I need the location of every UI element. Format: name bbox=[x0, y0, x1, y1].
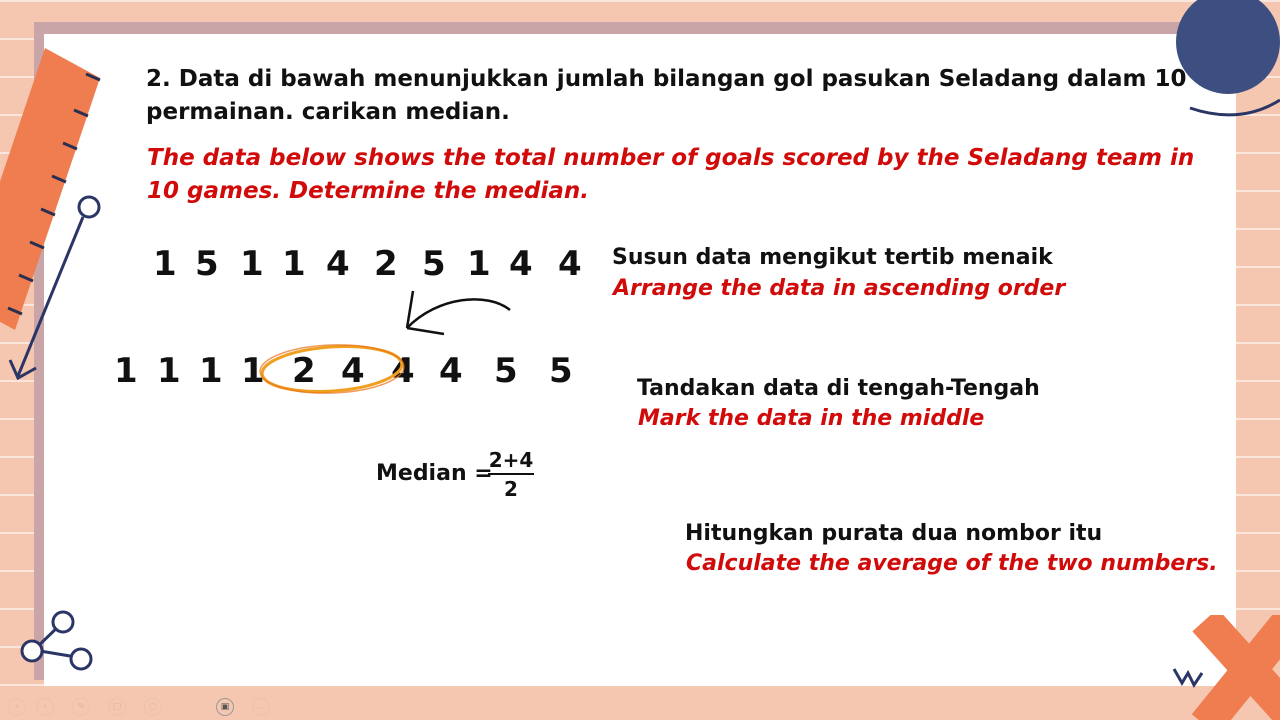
raw-data-value: 1 bbox=[153, 244, 177, 284]
median-value-right: 4 bbox=[341, 351, 365, 391]
formula-fraction bbox=[488, 448, 534, 501]
circle-decor-icon bbox=[1160, 0, 1280, 125]
raw-data-value: 5 bbox=[195, 244, 219, 284]
toolbar-pen-icon[interactable]: ✎ bbox=[72, 698, 90, 716]
median-highlight-icon bbox=[252, 338, 412, 398]
raw-data-value: 1 bbox=[282, 244, 306, 284]
player-toolbar bbox=[0, 696, 290, 718]
step3-malay: Hitungkan purata dua nombor itu bbox=[685, 521, 1103, 546]
step2-english: Mark the data in the middle bbox=[638, 406, 985, 431]
toolbar-prev-icon[interactable]: ‹ bbox=[8, 698, 26, 716]
step1-malay: Susun data mengikut tertib menaik bbox=[612, 245, 1053, 270]
sorted-data-value: 4 bbox=[439, 351, 463, 391]
cross-decor-icon bbox=[1170, 615, 1280, 720]
raw-data-value: 2 bbox=[374, 244, 398, 284]
toolbar-more-icon[interactable]: … bbox=[252, 698, 270, 716]
step2-malay: Tandakan data di tengah-Tengah bbox=[637, 376, 1040, 401]
sorted-data-value: 4 bbox=[391, 351, 415, 391]
sorted-data-value: 1 bbox=[199, 351, 223, 391]
step3-english: Calculate the average of the two numbers. bbox=[686, 551, 1218, 576]
sorted-data-value: 1 bbox=[114, 351, 138, 391]
raw-data-value: 5 bbox=[422, 244, 446, 284]
raw-data-value: 4 bbox=[326, 244, 350, 284]
arrow-icon bbox=[398, 288, 518, 340]
question-english-line1: The data below shows the total number of goals scored by the Seladang team in bbox=[147, 145, 1195, 171]
toolbar-copy-icon[interactable]: ▢ bbox=[108, 698, 126, 716]
toolbar-record-icon[interactable]: ▣ bbox=[216, 698, 234, 716]
step1-english: Arrange the data in ascending order bbox=[613, 276, 1066, 301]
pin-icon bbox=[0, 190, 110, 390]
sorted-data-value: 5 bbox=[494, 351, 518, 391]
raw-data-value: 4 bbox=[558, 244, 582, 284]
toolbar-next-icon[interactable]: › bbox=[36, 698, 54, 716]
formula-denominator: 2 bbox=[504, 477, 518, 501]
question-malay-line2: permainan. carikan median. bbox=[146, 99, 510, 125]
question-malay-line1: 2. Data di bawah menunjukkan jumlah bilangan gol pasukan Seladang dalam 10 bbox=[146, 66, 1187, 92]
toolbar-zoom-icon[interactable]: ○ bbox=[144, 698, 162, 716]
share-icon bbox=[14, 606, 104, 676]
raw-data-value: 1 bbox=[467, 244, 491, 284]
raw-data-value: 1 bbox=[240, 244, 264, 284]
slide-card bbox=[44, 34, 1236, 686]
median-value-left: 2 bbox=[292, 351, 316, 391]
sorted-data-value: 5 bbox=[549, 351, 573, 391]
sorted-data-value: 1 bbox=[157, 351, 181, 391]
sorted-data-value: 1 bbox=[241, 351, 265, 391]
raw-data-value: 4 bbox=[509, 244, 533, 284]
formula-label: Median = bbox=[376, 461, 493, 486]
formula-numerator: 2+4 bbox=[488, 448, 534, 475]
question-english-line2: 10 games. Determine the median. bbox=[147, 178, 589, 204]
